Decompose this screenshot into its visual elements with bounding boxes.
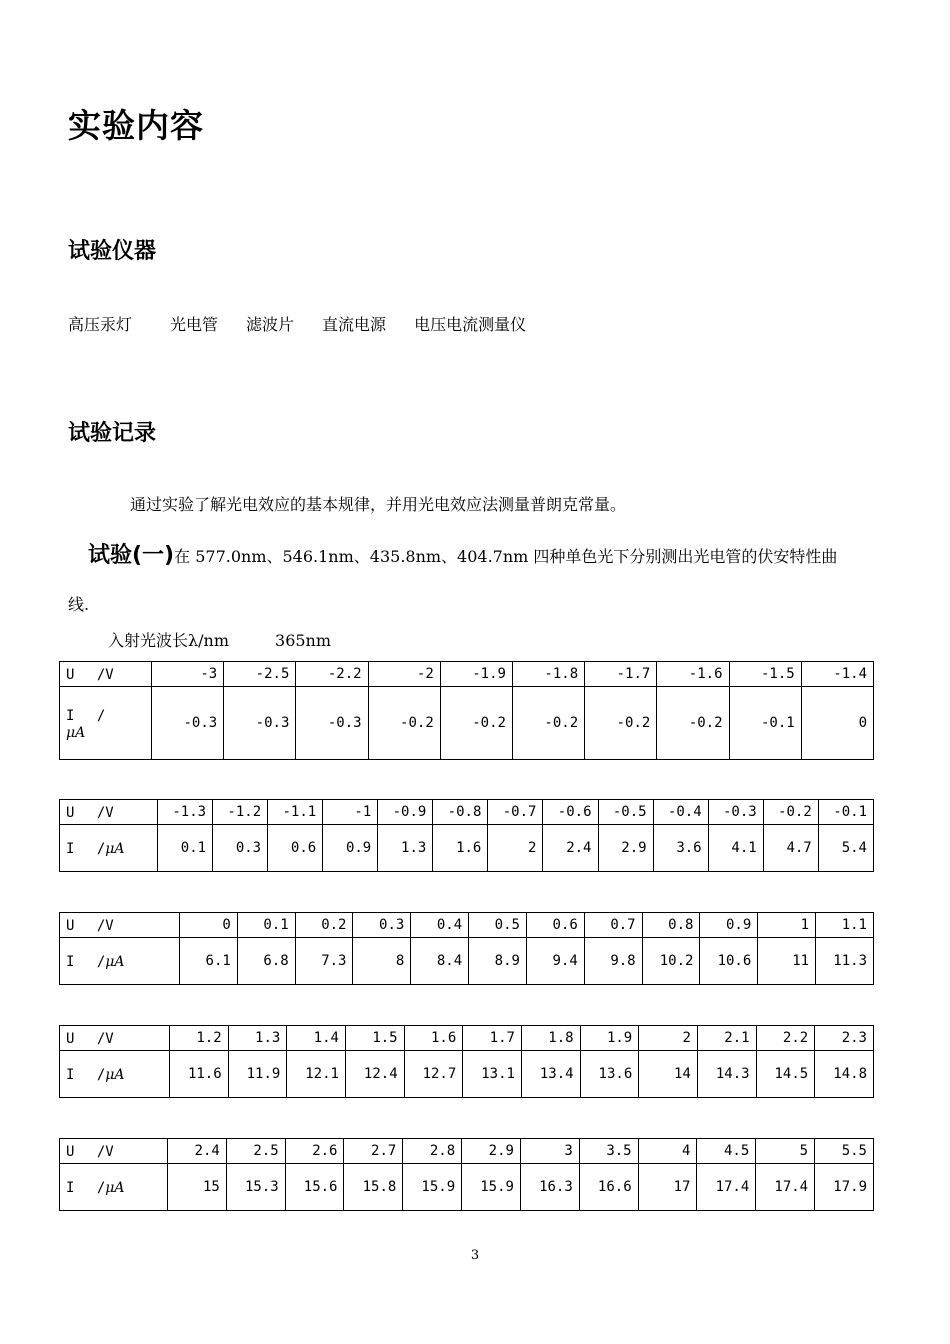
- current-row: [60, 938, 874, 985]
- current-cell: 11.9: [228, 1051, 287, 1098]
- current-cell: 4.7: [763, 825, 818, 872]
- voltage-cell: 1.1: [816, 913, 874, 938]
- current-unit: μA: [105, 1067, 125, 1083]
- voltage-cell: 4.5: [697, 1139, 756, 1164]
- current-unit: μA: [105, 841, 125, 857]
- current-row: [60, 1051, 874, 1098]
- voltage-cell: -1.1: [268, 800, 323, 825]
- voltage-cell: 1.5: [345, 1026, 404, 1051]
- voltage-cell: 2.7: [344, 1139, 403, 1164]
- voltage-cell: 1.6: [404, 1026, 463, 1051]
- voltage-cell: -1.9: [440, 662, 512, 687]
- voltage-cell: -1.5: [729, 662, 801, 687]
- experiment-line: [88, 538, 888, 569]
- current-unit: μA: [66, 725, 86, 741]
- voltage-cell: 1.2: [170, 1026, 229, 1051]
- current-header-label: I /: [66, 841, 106, 857]
- voltage-header: U /V: [60, 913, 180, 938]
- current-row: [60, 825, 874, 872]
- voltage-row: [60, 800, 874, 825]
- current-cell: -0.2: [440, 687, 512, 760]
- voltage-cell: -0.3: [708, 800, 763, 825]
- current-cell: 0.9: [323, 825, 378, 872]
- current-cell: 17.4: [756, 1164, 815, 1211]
- current-header: [60, 938, 180, 985]
- current-cell: 8.4: [411, 938, 469, 985]
- current-cell: -0.2: [657, 687, 729, 760]
- wavelength-value: 365nm: [275, 631, 332, 650]
- voltage-cell: -1.3: [158, 800, 213, 825]
- current-cell: 15.3: [226, 1164, 285, 1211]
- current-cell: 0.6: [268, 825, 323, 872]
- voltage-cell: 3.5: [579, 1139, 638, 1164]
- voltage-cell: -0.4: [653, 800, 708, 825]
- voltage-cell: 2.8: [403, 1139, 462, 1164]
- voltage-cell: 0.4: [411, 913, 469, 938]
- voltage-row: [60, 1139, 874, 1164]
- voltage-cell: 2.4: [168, 1139, 227, 1164]
- current-cell: 15.9: [462, 1164, 521, 1211]
- current-header: [60, 1164, 168, 1211]
- voltage-cell: 2.9: [462, 1139, 521, 1164]
- current-cell: 6.8: [237, 938, 295, 985]
- current-cell: 14.3: [697, 1051, 756, 1098]
- data-table-4: [59, 1025, 874, 1098]
- current-header-label: I /: [66, 708, 106, 724]
- current-cell: 0: [801, 687, 873, 760]
- current-cell: 10.2: [642, 938, 700, 985]
- voltage-cell: -1: [323, 800, 378, 825]
- voltage-cell: -1.2: [213, 800, 268, 825]
- voltage-cell: 0.3: [353, 913, 411, 938]
- current-cell: 8: [353, 938, 411, 985]
- instrument-list: [68, 312, 554, 335]
- page-title: 实验内容: [68, 106, 204, 145]
- current-cell: -0.3: [152, 687, 224, 760]
- current-cell: 10.6: [700, 938, 758, 985]
- current-cell: 12.4: [345, 1051, 404, 1098]
- voltage-cell: -0.6: [543, 800, 598, 825]
- instrument-item: 滤波片: [246, 315, 295, 334]
- current-cell: -0.3: [296, 687, 368, 760]
- current-cell: 15: [168, 1164, 227, 1211]
- voltage-row: [60, 913, 874, 938]
- current-cell: 15.8: [344, 1164, 403, 1211]
- voltage-cell: -2.5: [224, 662, 296, 687]
- voltage-cell: 0.1: [237, 913, 295, 938]
- voltage-cell: 2.3: [815, 1026, 874, 1051]
- experiment-continuation: 线.: [68, 595, 90, 614]
- current-cell: 11.3: [816, 938, 874, 985]
- instrument-item: 光电管: [170, 315, 219, 334]
- current-cell: 9.4: [526, 938, 584, 985]
- voltage-row: [60, 1026, 874, 1051]
- current-cell: 2.4: [543, 825, 598, 872]
- voltage-cell: 1.4: [287, 1026, 346, 1051]
- current-cell: 1.6: [433, 825, 488, 872]
- current-cell: -0.2: [585, 687, 657, 760]
- instrument-item: 直流电源: [322, 315, 387, 334]
- data-table-1: [59, 661, 874, 760]
- current-header-label: I /: [66, 954, 106, 970]
- data-table-2: [59, 799, 874, 872]
- voltage-row: [60, 662, 874, 687]
- current-cell: 12.1: [287, 1051, 346, 1098]
- current-cell: 2.9: [598, 825, 653, 872]
- voltage-cell: 0.8: [642, 913, 700, 938]
- current-header-label: I /: [66, 1067, 106, 1083]
- current-cell: -0.2: [368, 687, 440, 760]
- voltage-header: U /V: [60, 662, 152, 687]
- records-heading: 试验记录: [68, 421, 157, 446]
- experiment-text: 在 577.0nm、546.1nm、435.8nm、404.7nm 四种单色光下分别测出光电管的伏安特性曲: [174, 547, 838, 566]
- current-cell: 13.6: [580, 1051, 639, 1098]
- current-header: [60, 825, 158, 872]
- voltage-cell: -0.7: [488, 800, 543, 825]
- voltage-cell: 1.3: [228, 1026, 287, 1051]
- voltage-cell: -0.2: [763, 800, 818, 825]
- current-cell: 2: [488, 825, 543, 872]
- voltage-header: U /V: [60, 800, 158, 825]
- voltage-cell: 1.8: [521, 1026, 580, 1051]
- current-cell: 8.9: [469, 938, 527, 985]
- current-cell: 0.1: [158, 825, 213, 872]
- data-table-3: [59, 912, 874, 985]
- page-number: 3: [470, 1248, 480, 1263]
- current-cell: 7.3: [295, 938, 353, 985]
- current-cell: 6.1: [180, 938, 238, 985]
- current-unit: μA: [105, 1180, 125, 1196]
- current-cell: 1.3: [378, 825, 433, 872]
- voltage-header: U /V: [60, 1026, 170, 1051]
- current-unit: μA: [105, 954, 125, 970]
- voltage-cell: 2.2: [756, 1026, 815, 1051]
- current-cell: 4.1: [708, 825, 763, 872]
- voltage-cell: -0.5: [598, 800, 653, 825]
- current-cell: 14.8: [815, 1051, 874, 1098]
- voltage-cell: 1.9: [580, 1026, 639, 1051]
- current-cell: 15.9: [403, 1164, 462, 1211]
- voltage-cell: 1: [758, 913, 816, 938]
- current-cell: 14: [639, 1051, 698, 1098]
- current-cell: -0.3: [224, 687, 296, 760]
- current-cell: 15.6: [285, 1164, 344, 1211]
- current-row: [60, 1164, 874, 1211]
- voltage-cell: -2: [368, 662, 440, 687]
- voltage-cell: 5.5: [815, 1139, 874, 1164]
- experiment-label: 试验(一): [88, 543, 175, 568]
- voltage-cell: -1.4: [801, 662, 873, 687]
- current-header: [60, 687, 152, 760]
- voltage-cell: 2.1: [697, 1026, 756, 1051]
- voltage-cell: 1.7: [463, 1026, 522, 1051]
- voltage-cell: 4: [638, 1139, 697, 1164]
- voltage-cell: -1.6: [657, 662, 729, 687]
- voltage-cell: 0.2: [295, 913, 353, 938]
- voltage-cell: 0.5: [469, 913, 527, 938]
- current-cell: 3.6: [653, 825, 708, 872]
- voltage-cell: -0.9: [378, 800, 433, 825]
- voltage-cell: 0.9: [700, 913, 758, 938]
- voltage-cell: 0.6: [526, 913, 584, 938]
- current-cell: 11: [758, 938, 816, 985]
- current-cell: 13.1: [463, 1051, 522, 1098]
- wavelength-label: 入射光波长λ/nm: [108, 631, 230, 650]
- voltage-cell: -1.8: [512, 662, 584, 687]
- voltage-cell: 2.6: [285, 1139, 344, 1164]
- current-cell: 17.9: [815, 1164, 874, 1211]
- current-cell: 17.4: [697, 1164, 756, 1211]
- voltage-cell: 5: [756, 1139, 815, 1164]
- voltage-cell: 0.7: [584, 913, 642, 938]
- current-cell: 14.5: [756, 1051, 815, 1098]
- instruments-heading: 试验仪器: [68, 239, 157, 264]
- voltage-cell: -3: [152, 662, 224, 687]
- voltage-cell: 2: [639, 1026, 698, 1051]
- voltage-header: U /V: [60, 1139, 168, 1164]
- data-table-5: [59, 1138, 874, 1211]
- wavelength-line: [108, 628, 331, 651]
- current-cell: 0.3: [213, 825, 268, 872]
- voltage-cell: -1.7: [585, 662, 657, 687]
- current-header: [60, 1051, 170, 1098]
- voltage-cell: -0.1: [818, 800, 873, 825]
- current-cell: 16.6: [579, 1164, 638, 1211]
- voltage-cell: 2.5: [226, 1139, 285, 1164]
- current-cell: 9.8: [584, 938, 642, 985]
- current-cell: -0.2: [512, 687, 584, 760]
- current-cell: 5.4: [818, 825, 873, 872]
- purpose-text: 通过实验了解光电效应的基本规律，并用光电效应法测量普朗克常量。: [130, 495, 627, 514]
- current-header-label: I /: [66, 1180, 106, 1196]
- current-row: [60, 687, 874, 760]
- current-cell: 11.6: [170, 1051, 229, 1098]
- instrument-item: 电压电流测量仪: [414, 315, 527, 334]
- current-cell: 17: [638, 1164, 697, 1211]
- current-cell: -0.1: [729, 687, 801, 760]
- current-cell: 13.4: [521, 1051, 580, 1098]
- voltage-cell: -0.8: [433, 800, 488, 825]
- current-cell: 12.7: [404, 1051, 463, 1098]
- voltage-cell: 0: [180, 913, 238, 938]
- instrument-item: 高压汞灯: [68, 315, 133, 334]
- current-cell: 16.3: [520, 1164, 579, 1211]
- voltage-cell: -2.2: [296, 662, 368, 687]
- voltage-cell: 3: [520, 1139, 579, 1164]
